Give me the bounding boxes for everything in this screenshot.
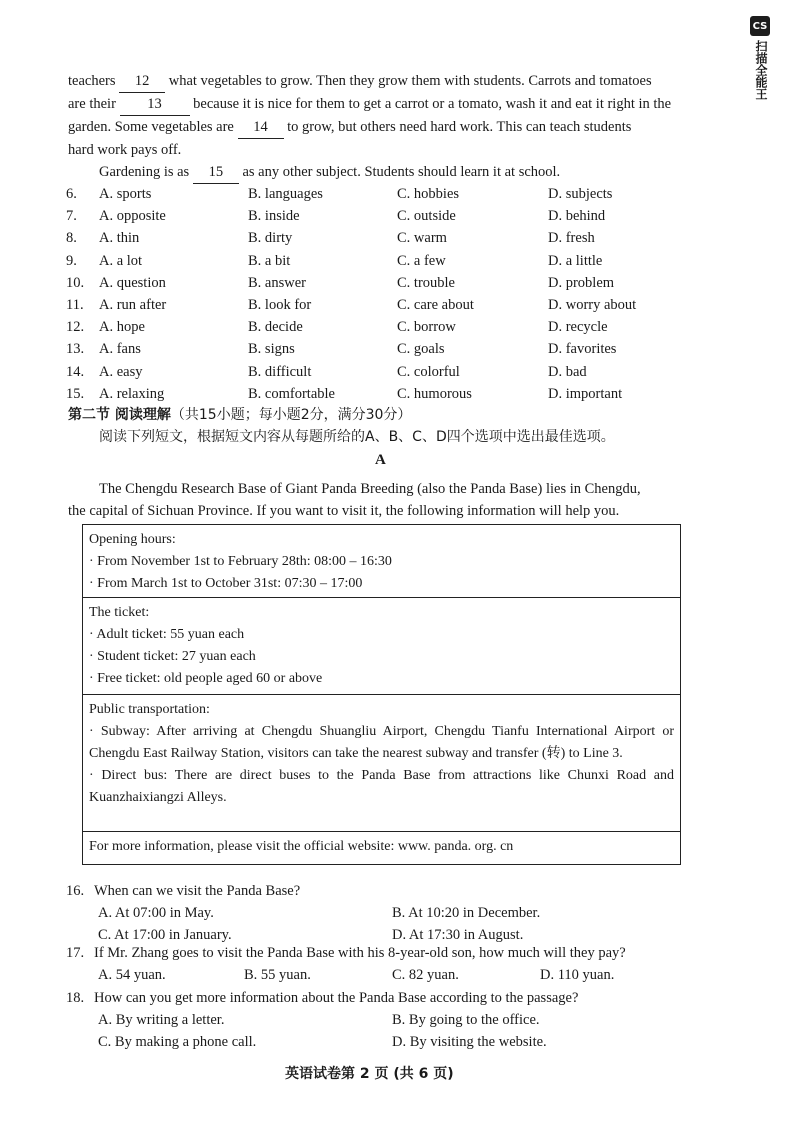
option-choice-b: B. languages	[248, 186, 323, 202]
option-row	[66, 294, 666, 316]
option-choice-c: C. humorous	[397, 385, 472, 402]
option-choice-c: C. warm	[397, 230, 447, 247]
option-choice-d: D. fresh	[548, 230, 595, 247]
question-choice-a: A. At 07:00 in May.	[98, 905, 214, 921]
question-number: 16.	[66, 883, 85, 899]
option-choice-a: A. run after	[99, 297, 167, 313]
option-choice-a: A. fans	[99, 341, 141, 358]
option-choice-a: A. easy	[99, 363, 143, 380]
question-choice-b: B. By going to the office.	[392, 1012, 540, 1028]
option-choice-d: D. important	[548, 385, 623, 402]
option-choice-c: C. a few	[397, 252, 446, 269]
option-choice-b: B. difficult	[248, 363, 312, 380]
question-choice-a: A. By writing a letter.	[98, 1012, 225, 1028]
question-choice-c: C. At 17:00 in January.	[98, 927, 232, 943]
option-row	[66, 183, 666, 205]
option-row	[66, 361, 666, 383]
option-row	[66, 338, 666, 360]
option-choice-a: A. question	[99, 274, 166, 291]
blank-13: 13	[120, 93, 190, 116]
option-choice-b: B. a bit	[248, 252, 291, 269]
question-choice-d: D. At 17:30 in August.	[392, 927, 524, 943]
option-row	[66, 383, 666, 405]
option-choice-d: D. a little	[548, 252, 603, 269]
option-choice-a: A. opposite	[99, 208, 166, 225]
scanner-badge	[750, 16, 772, 126]
option-choice-b: B. signs	[248, 341, 295, 358]
option-row	[66, 316, 666, 338]
question-number: 17.	[66, 945, 85, 961]
blank-14: 14	[238, 116, 284, 139]
option-number: 12.	[66, 319, 85, 336]
option-choice-d: D. subjects	[548, 186, 613, 202]
option-choice-d: D. behind	[548, 208, 606, 225]
transport-section: Public transportation: · Subway: After arriving at Chengdu Shuangliu Airport, Chengdu Tianfu International Airport or Chengdu East Railway Station, visitors can take the nearest subway and transfer (转) to Line 3. · Direct bus: There are direct buses to the Panda Base from attractions like Chunxi Road and Kuanzhaixiangzi Alleys.	[83, 695, 680, 832]
option-choice-b: B. look for	[248, 297, 312, 313]
option-choice-c: C. borrow	[397, 319, 456, 336]
option-number: 11.	[66, 297, 84, 313]
passage-line-5: Gardening is as 15 as any other subject. Students should learn it at school.	[99, 161, 560, 184]
option-choice-b: B. inside	[248, 208, 300, 225]
passage-line-2: are their 13 because it is nice for them to get a carrot or a tomato, wash it and eat it right in the	[68, 93, 671, 116]
option-number: 15.	[66, 385, 85, 402]
question-stem: How can you get more information about the Panda Base according to the passage?	[94, 990, 579, 1006]
option-choice-c: C. trouble	[397, 274, 455, 291]
passage-label: A	[375, 452, 386, 468]
intro-line-2: the capital of Sichuan Province. If you want to visit it, the following information will help you.	[68, 503, 620, 519]
option-row	[66, 272, 666, 294]
option-choice-c: C. hobbies	[397, 186, 460, 202]
option-choice-b: B. answer	[248, 274, 306, 291]
option-choice-d: D. worry about	[548, 297, 637, 313]
option-number: 10.	[66, 274, 85, 291]
option-choice-d: D. recycle	[548, 319, 608, 336]
option-choice-a: A. sports	[99, 186, 152, 202]
more-info-section: For more information, please visit the official website: www. panda. org. cn	[89, 839, 514, 854]
option-number: 8.	[66, 230, 77, 247]
option-number: 7.	[66, 208, 77, 225]
question-stem: When can we visit the Panda Base?	[94, 883, 301, 899]
ticket-section: The ticket: · Adult ticket: 55 yuan each · Student ticket: 27 yuan each · Free ticket: old people aged 60 or above	[83, 598, 680, 695]
passage-line-1: teachers 12 what vegetables to grow. Then they grow them with students. Carrots and tomatoes	[68, 70, 652, 93]
question-stem: If Mr. Zhang goes to visit the Panda Base with his 8-year-old son, how much will they pay?	[94, 945, 626, 961]
page-footer: 英语试卷第 2 页 (共 6 页)	[285, 1066, 454, 1082]
option-choice-c: C. outside	[397, 208, 456, 225]
option-choice-c: C. goals	[397, 341, 445, 358]
passage-line-3: garden. Some vegetables are 14 to grow, but others need hard work. This can teach students	[68, 116, 631, 139]
question-choice-c: C. By making a phone call.	[98, 1034, 257, 1050]
question-choice-b: B. 55 yuan.	[244, 967, 311, 983]
option-choice-a: A. hope	[99, 319, 145, 336]
passage-line-4: hard work pays off.	[68, 142, 182, 158]
option-choice-c: C. care about	[397, 297, 474, 313]
option-choice-a: A. a lot	[99, 252, 143, 269]
blank-15: 15	[193, 161, 239, 184]
option-choice-d: D. bad	[548, 363, 587, 380]
question-choice-b: B. At 10:20 in December.	[392, 905, 541, 921]
question-choice-d: D. By visiting the website.	[392, 1034, 547, 1050]
option-choice-b: B. dirty	[248, 230, 293, 247]
option-row	[66, 227, 666, 249]
option-number: 13.	[66, 341, 85, 358]
option-choice-b: B. decide	[248, 319, 303, 336]
question-choice-c: C. 82 yuan.	[392, 967, 459, 983]
option-number: 14.	[66, 363, 85, 380]
option-row	[66, 205, 666, 227]
blank-12: 12	[119, 70, 165, 93]
question-choice-a: A. 54 yuan.	[98, 967, 166, 983]
camscanner-logo-icon: CS	[750, 16, 770, 36]
opening-hours-section: Opening hours: · From November 1st to February 28th: 08:00 – 16:30 · From March 1st to October 31st: 07:30 – 17:00	[83, 525, 680, 598]
section-heading: 第二节 阅读理解（共15小题；每小题2分，满分30分）	[68, 407, 412, 423]
intro-line-1: The Chengdu Research Base of Giant Panda Breeding (also the Panda Base) lies in Chengdu,	[99, 481, 641, 497]
option-number: 6.	[66, 186, 77, 202]
option-choice-a: A. thin	[99, 230, 140, 247]
question-number: 18.	[66, 990, 85, 1006]
option-choice-d: D. favorites	[548, 341, 617, 358]
option-number: 9.	[66, 252, 77, 269]
option-choice-c: C. colorful	[397, 363, 460, 380]
option-choice-b: B. comfortable	[248, 385, 335, 402]
option-choice-a: A. relaxing	[99, 385, 165, 402]
scanner-badge-text: 扫描全能王	[754, 40, 768, 100]
option-row	[66, 250, 666, 272]
info-box	[82, 524, 681, 865]
section-instruction: 阅读下列短文，根据短文内容从每题所给的A、B、C、D四个选项中选出最佳选项。	[99, 429, 615, 445]
question-choice-d: D. 110 yuan.	[540, 967, 615, 983]
option-choice-d: D. problem	[548, 274, 615, 291]
